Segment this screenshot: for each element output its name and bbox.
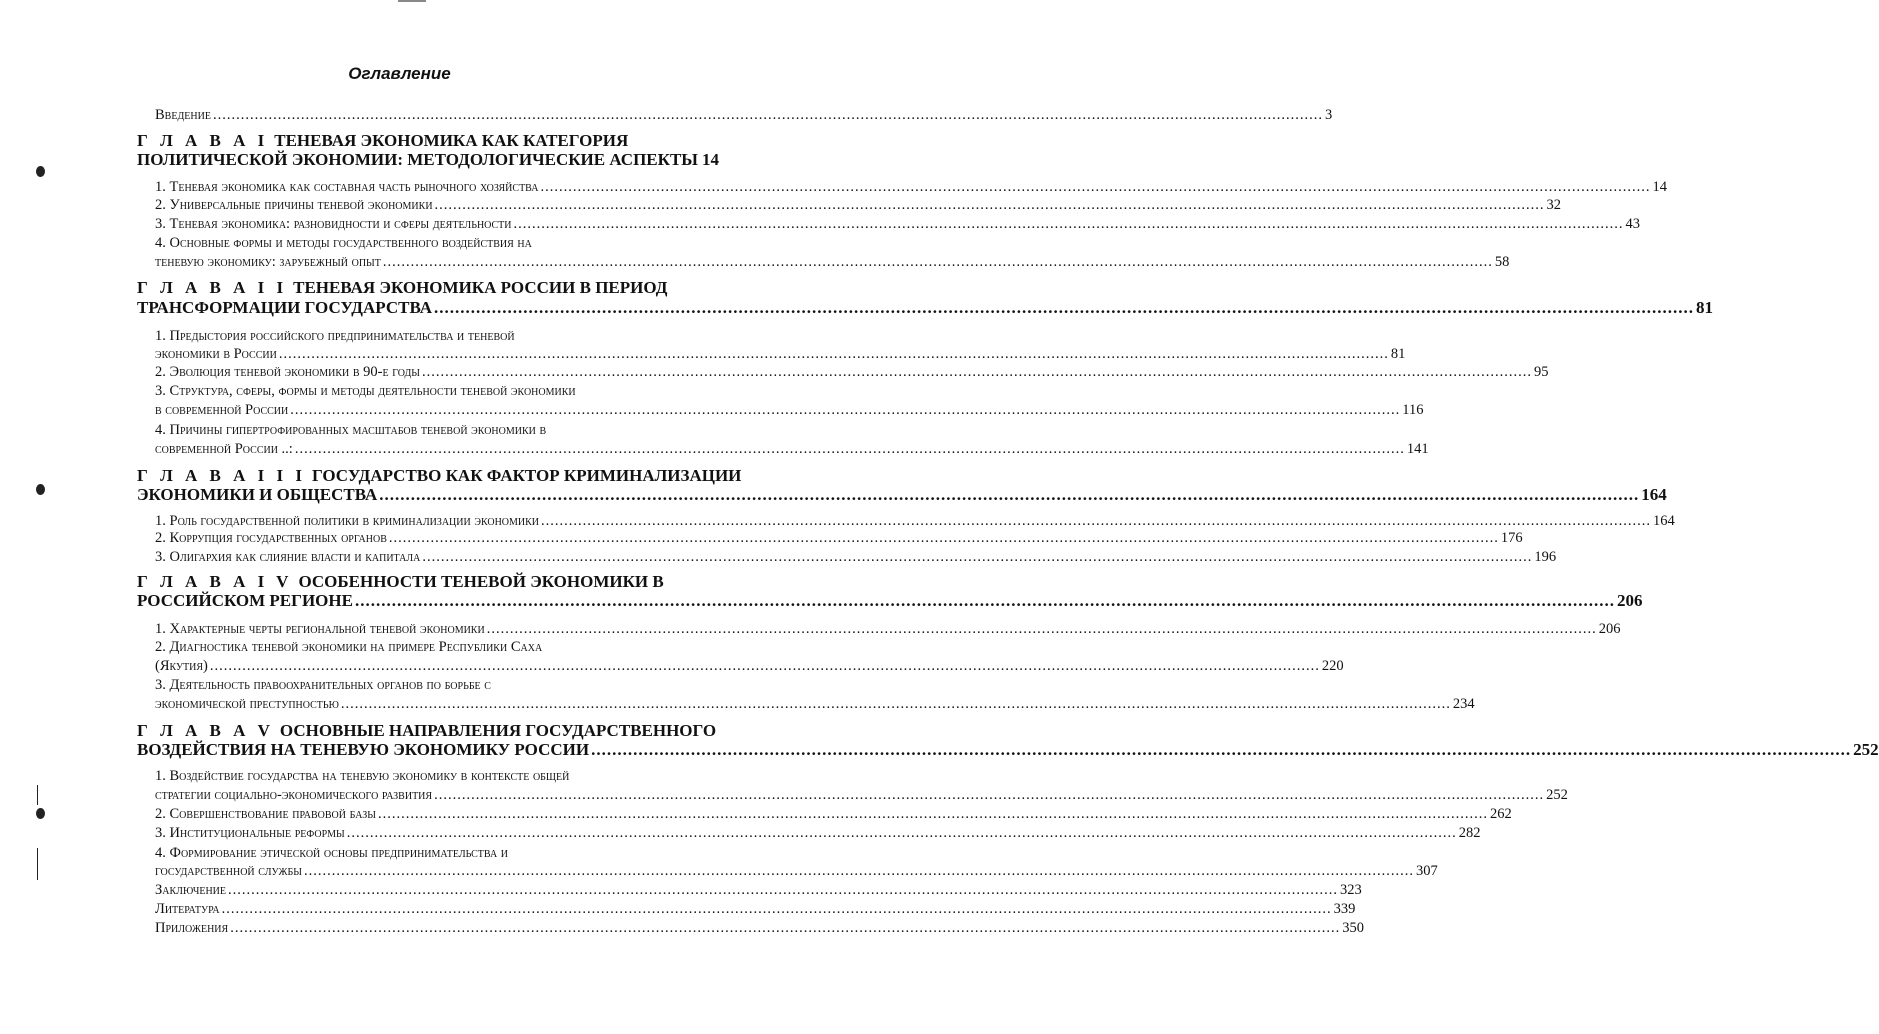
page-number: 14 [701,150,719,169]
page-number: 43 [1625,216,1641,232]
entry-text: экономической преступностью [155,696,339,712]
toc-section[interactable] [155,619,1621,639]
dot-leader [422,547,1532,567]
dot-leader [355,591,1615,611]
toc-section[interactable] [155,177,1667,197]
dot-leader [434,785,1544,805]
entry-text: государственной службы [155,863,302,879]
toc-entry-back-matter[interactable] [155,899,1356,919]
entry-text: Введение [155,107,211,123]
entry-text: ОСОБЕННОСТИ ТЕНЕВОЙ ЭКОНОМИКИ В [298,572,664,591]
dot-leader [487,619,1597,639]
toc-section[interactable] [155,528,1523,548]
chapter-number: Г Л А В А I I [137,278,288,297]
dot-leader [230,918,1340,938]
page-number: 176 [1500,530,1523,546]
entry-text: 3. Институциональные реформы [155,825,345,841]
margin-line-mark [37,848,38,880]
entry-text: 2. Коррупция государственных органов [155,530,387,546]
entry-text: Приложения [155,920,229,936]
page-number: 350 [1342,920,1364,936]
page-number: 116 [1402,402,1424,418]
page-number: 164 [1653,513,1675,529]
entry-text: ТЕНЕВАЯ ЭКОНОМИКА РОССИИ В ПЕРИОД [293,278,668,297]
toc-entry-back-matter[interactable] [155,880,1362,900]
entry-text: 2. Эволюция теневой экономики в 90-е годы [155,364,421,380]
dot-leader [222,899,1332,919]
page-number: 234 [1452,696,1475,712]
page-number: 323 [1340,882,1362,898]
dot-leader [290,400,1400,420]
dot-leader [540,177,1650,197]
entry-text: 1. Воздействие государства на теневую экономику в контексте общей [155,768,570,784]
toc-chapter[interactable] [137,591,1643,611]
page-number: 81 [1696,298,1714,317]
toc-chapter[interactable] [137,721,717,741]
dot-leader [514,214,1624,234]
toc-section[interactable] [155,326,708,346]
toc-chapter[interactable] [137,740,1879,760]
dot-leader [295,439,1405,459]
dot-leader [304,861,1414,881]
entry-text: ПОЛИТИЧЕСКОЙ ЭКОНОМИИ: МЕТОДОЛОГИЧЕСКИЕ АСПЕКТЫ [137,150,698,169]
dot-leader [213,105,1323,125]
toc-section[interactable] [155,362,1549,382]
entry-text: Литература [155,901,220,917]
page-number: 206 [1598,621,1621,637]
entry-text: 2. Совершенствование правовой базы [155,806,376,822]
toc-section[interactable] [155,823,1481,843]
entry-text: 2. Универсальные причины теневой экономики [155,197,433,213]
entry-text: ТРАНСФОРМАЦИИ ГОСУДАРСТВА [137,298,433,317]
toc-section[interactable] [155,656,1344,676]
entry-text: 3. Теневая экономика: разновидности и сферы деятельности [155,216,512,232]
toc-section[interactable] [155,694,1475,714]
dot-leader [347,823,1457,843]
chapter-number: Г Л А В А I [137,131,269,150]
toc-section[interactable] [155,843,708,863]
page-number: 262 [1489,806,1512,822]
dot-leader [228,880,1338,900]
toc-section[interactable] [155,400,1424,420]
dot-leader [210,656,1320,676]
margin-line-mark [37,785,38,805]
chapter-number: Г Л А В А V [137,721,274,740]
entry-text: в современной России [155,402,289,418]
dot-leader [389,528,1499,548]
page-number: 252 [1546,787,1568,803]
toc-chapter[interactable] [137,572,708,592]
entry-text: РОССИЙСКОМ РЕГИОНЕ [137,591,353,610]
entry-text: 1. Характерные черты региональной теневой экономики [155,621,485,637]
entry-text: 3. Олигархия как слияние власти и капитала [155,549,421,565]
entry-text: 1. Теневая экономика как составная часть рыночного хозяйства [155,179,539,195]
entry-text: стратегии социально-экономического развития [155,787,433,803]
entry-text: 2. Диагностика теневой экономики на примере Республики Саха [155,639,543,655]
entry-text: 1. Роль государственной политики в криминализации экономики [155,513,540,529]
toc-chapter[interactable] [137,278,708,298]
page-number: 282 [1458,825,1481,841]
entry-text: ТЕНЕВАЯ ЭКОНОМИКА КАК КАТЕГОРИЯ [274,131,629,150]
entry-text: ЭКОНОМИКИ И ОБЩЕСТВА [137,485,378,504]
entry-text: 3. Деятельность правоохранительных органов по борьбе с [155,677,491,693]
toc-section[interactable] [155,252,1510,272]
dot-leader [383,252,1493,272]
dot-leader [435,195,1545,215]
toc-section[interactable] [155,547,1557,567]
toc-section[interactable] [155,233,708,253]
page-title: Оглавление [348,64,451,83]
top-scan-mark [398,0,426,2]
page-number: 206 [1616,591,1643,610]
page-number: 164 [1641,485,1667,504]
entry-text: (Якутия) [155,658,208,674]
dot-leader [379,485,1639,505]
dot-leader [378,804,1488,824]
toc-section[interactable] [155,804,1512,824]
toc-chapter[interactable] [137,485,1667,505]
entry-text: ОСНОВНЫЕ НАПРАВЛЕНИЯ ГОСУДАРСТВЕННОГО [279,721,717,740]
page-number: 141 [1406,441,1429,457]
page-number: 196 [1534,549,1557,565]
toc-chapter[interactable] [137,298,1714,318]
page-number: 14 [1652,179,1667,195]
entry-text: современной России ..: [155,441,293,457]
page-number: 32 [1546,197,1562,213]
entry-text: Заключение [155,882,226,898]
entry-text: 1. Предыстория российского предпринимательства и теневой [155,328,515,344]
margin-bullet-mark [36,808,45,819]
page-number: 307 [1415,863,1438,879]
dot-leader [422,362,1532,382]
toc-entry-back-matter[interactable] [155,918,1364,938]
toc-section[interactable] [155,214,1641,234]
entry-text: экономики в России [155,346,277,362]
dot-leader [341,694,1451,714]
page-number: 220 [1321,658,1344,674]
entry-text: 4. Причины гипертрофированных масштабов теневой экономики в [155,422,547,438]
toc-section[interactable] [155,381,708,401]
chapter-number: Г Л А В А I V [137,572,293,591]
toc-section[interactable] [155,195,1562,215]
margin-bullet-mark [36,484,45,495]
toc-section[interactable] [155,420,708,440]
entry-text: 4. Основные формы и методы государственного воздействия на [155,235,532,251]
toc-chapter[interactable] [137,466,742,486]
dot-leader [279,344,1389,364]
page-number: 339 [1333,901,1356,917]
toc-section[interactable] [155,675,708,695]
toc-section[interactable] [155,344,1406,364]
toc-chapter[interactable] [137,131,708,151]
page-number: 252 [1853,740,1879,759]
margin-bullet-mark [36,166,45,177]
entry-text: 3. Структура, сферы, формы и методы деятельности теневой экономики [155,383,576,399]
page-number: 95 [1534,364,1549,380]
toc-section[interactable] [155,439,1429,459]
page-number: 3 [1324,107,1333,123]
dot-leader [434,298,1694,318]
toc-chapter[interactable] [137,150,719,170]
toc-entry-intro[interactable] [155,105,1333,125]
toc-section[interactable] [155,637,708,657]
entry-text: ВОЗДЕЙСТВИЯ НА ТЕНЕВУЮ ЭКОНОМИКУ РОССИИ [137,740,590,759]
page-number: 81 [1390,346,1406,362]
chapter-number: Г Л А В А I I I [137,466,306,485]
dot-leader [591,740,1851,760]
entry-text: ГОСУДАРСТВО КАК ФАКТОР КРИМИНАЛИЗАЦИИ [311,466,742,485]
page-number: 58 [1494,254,1510,270]
toc-section[interactable] [155,861,1438,881]
toc-section[interactable] [155,785,1568,805]
entry-text: теневую экономику: зарубежный опыт [155,254,381,270]
entry-text: 4. Формирование этической основы предпринимательства и [155,845,509,861]
toc-section[interactable] [155,766,708,786]
